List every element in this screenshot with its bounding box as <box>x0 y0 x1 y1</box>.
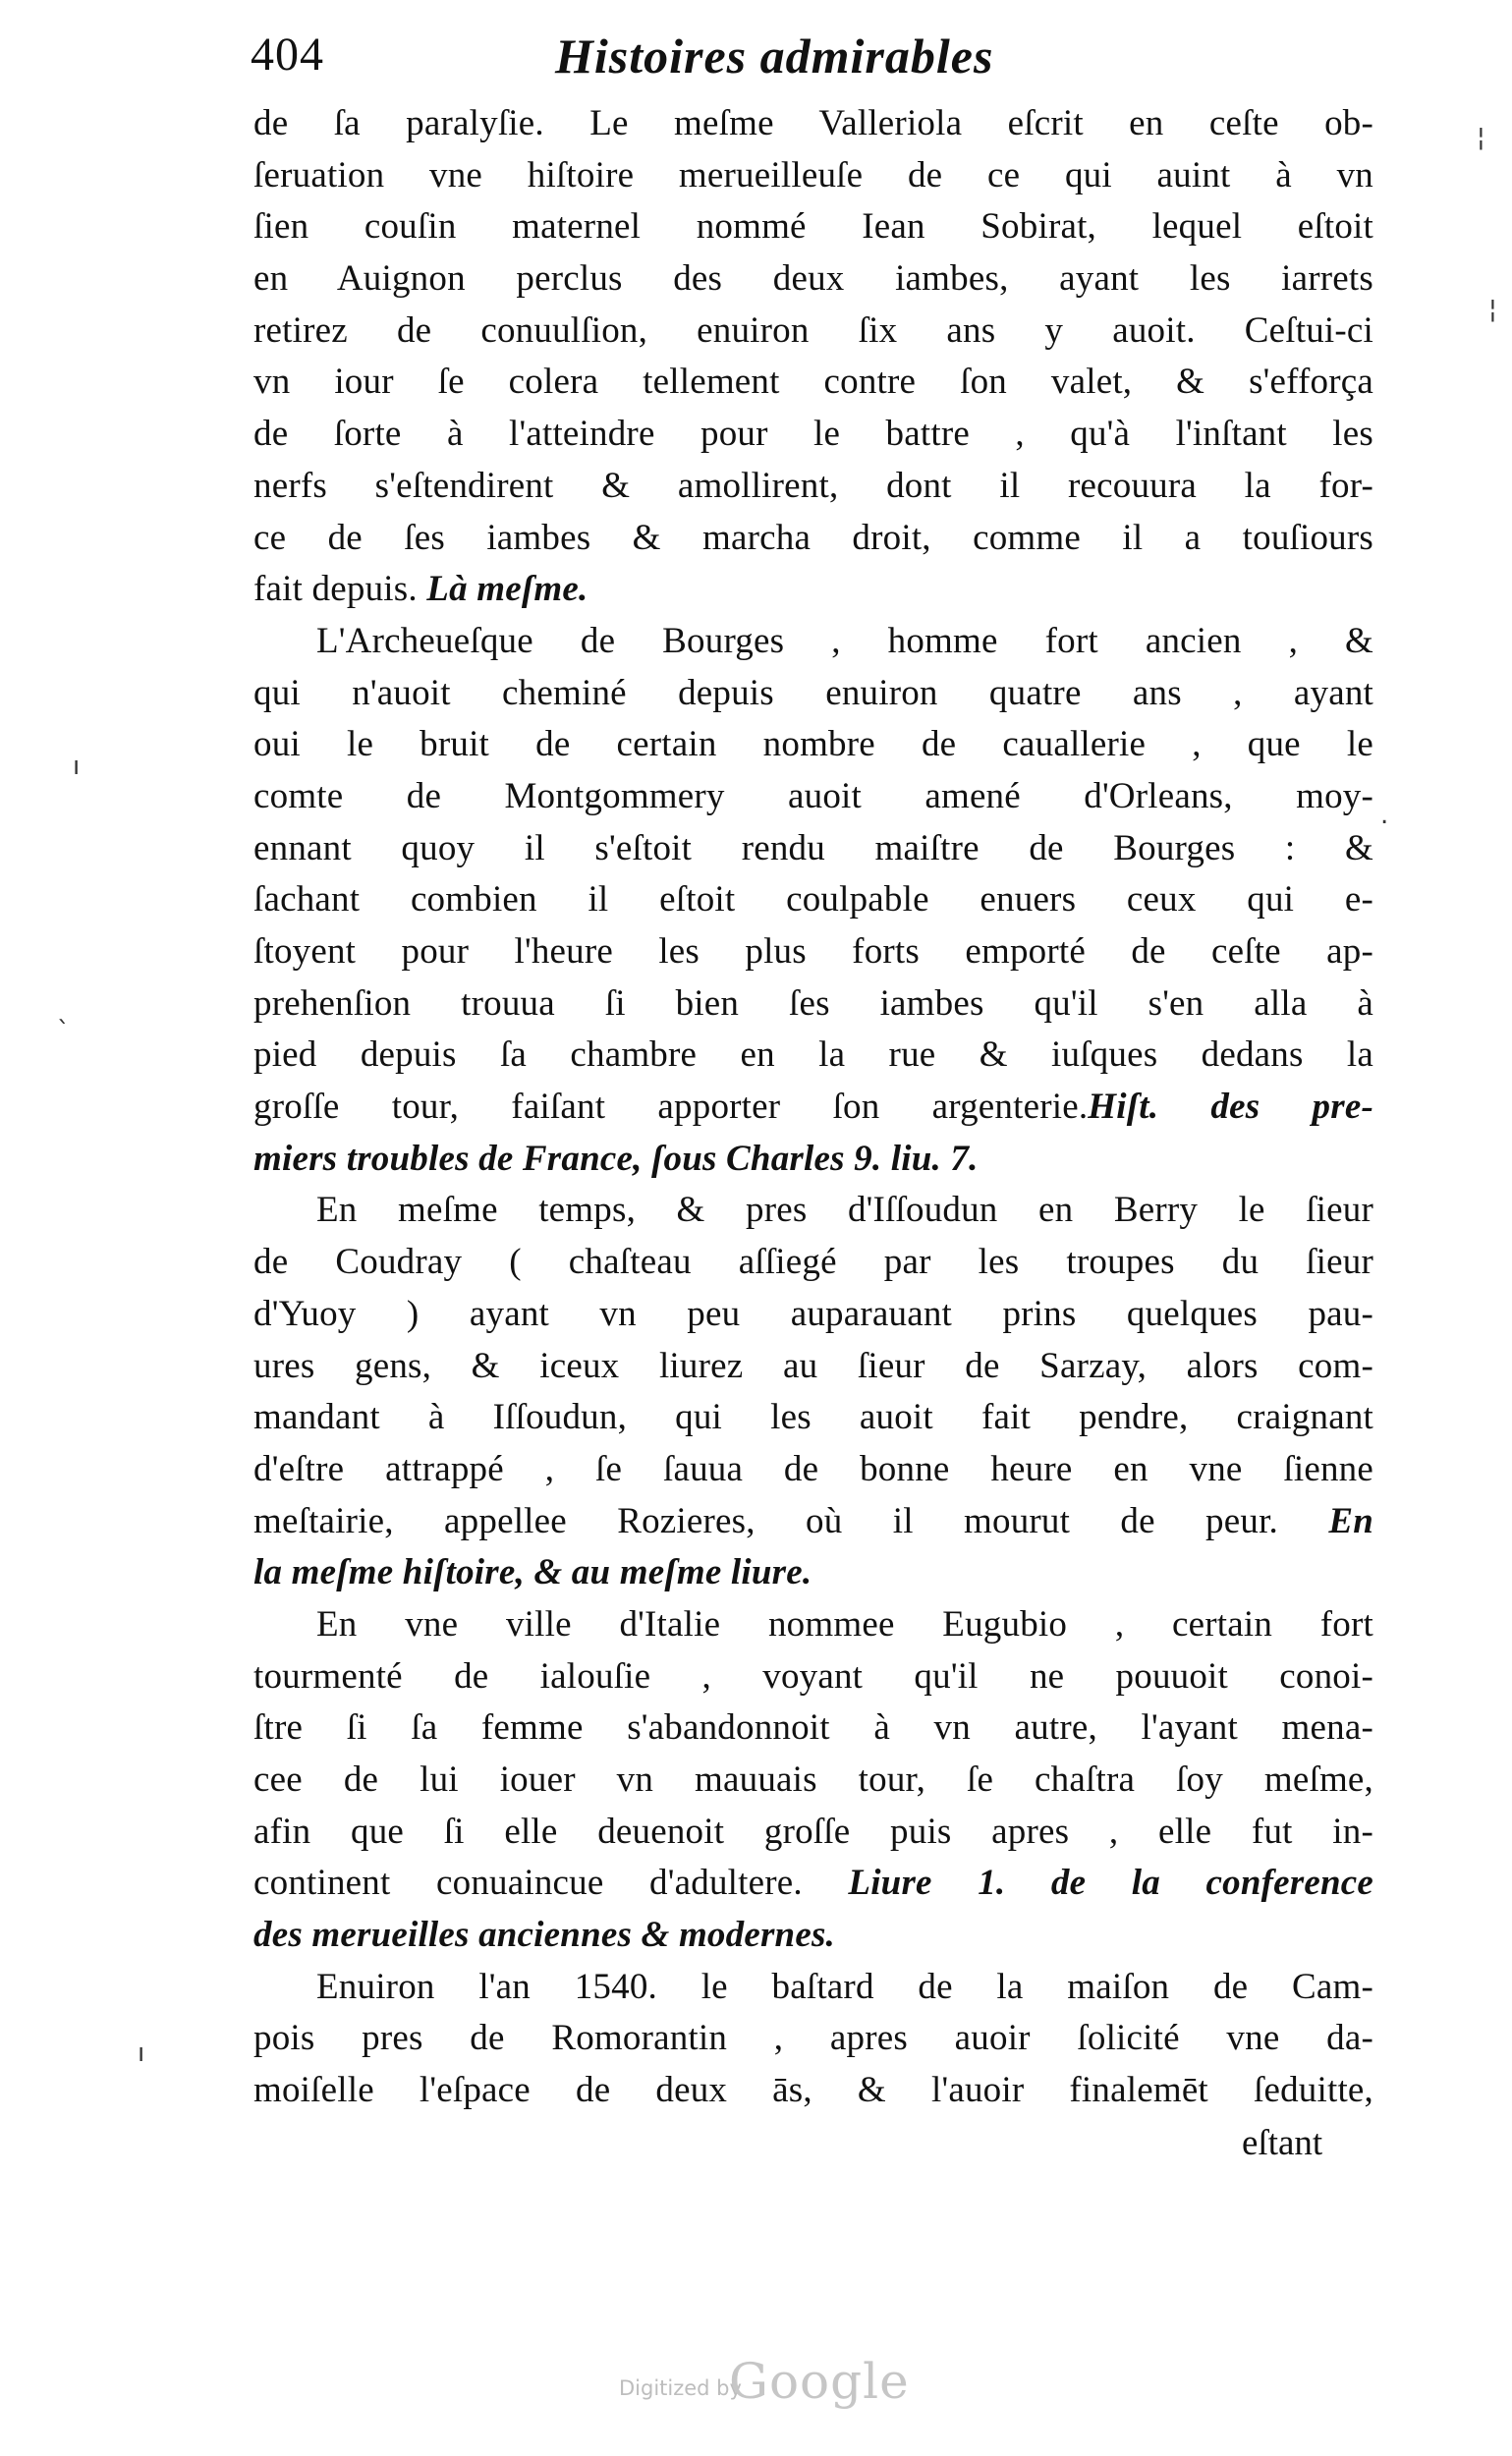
text-line <box>253 1134 1373 1186</box>
text-line: ſien couſin maternel nommé Iean Sobirat, lequel eſtoit <box>253 206 1373 248</box>
text-line: ennant quoy il s'eſtoit rendu maiſtre de Bourges : & <box>253 827 1373 868</box>
text-line: En vne ville d'Italie nommee Eugubio , certain fort <box>316 1603 1373 1645</box>
text-line: prehenſion trouua ſi bien ſes iambes qu'il s'en alla à <box>253 982 1373 1024</box>
citation: miers troubles de France, ſous Charles 9. liu. 7. <box>253 1138 979 1179</box>
page-number: 404 <box>251 28 324 81</box>
margin-speck: . <box>1380 801 1389 830</box>
text-line: pois pres de Romorantin , apres auoir ſolicité vne da- <box>253 2018 1373 2059</box>
citation: En <box>1328 1500 1374 1541</box>
text-line: oui le bruit de certain nombre de cauallerie , que le <box>253 724 1373 765</box>
citation: la meſme hiſtoire, & au meſme liure. <box>253 1552 812 1593</box>
text-line: ſeruation vne hiſtoire merueilleuſe de ce qui auint à vn <box>253 154 1373 195</box>
text-line <box>253 1910 1373 1962</box>
text-line: vn iour ſe colera tellement contre ſon valet, & s'efforça <box>253 362 1373 403</box>
text-line: ſachant combien il eſtoit coulpable enuers ceux qui e- <box>253 879 1373 921</box>
running-title: Histoires admirables <box>555 28 994 84</box>
text-line: tourmenté de ialouſie , voyant qu'il ne pouuoit conoi- <box>253 1655 1373 1697</box>
text-line: meſtairie, appellee Rozieres, où il mourut de peur. En <box>253 1500 1374 1541</box>
text-line: cee de lui iouer vn mauuais tour, ſe chaſtra ſoy meſme, <box>253 1759 1373 1800</box>
text-line: d'Yuoy ) ayant vn peu auparauant prins quelques pau- <box>253 1293 1373 1334</box>
text-line <box>253 1547 1373 1599</box>
text-line: continent conuaincue d'adultere. Liure 1. de la conference <box>253 1863 1374 1904</box>
text-line: moiſelle l'eſpace de deux ās, & l'auoir finalemēt ſeduitte, <box>253 2070 1373 2111</box>
text-line: pied depuis ſa chambre en la rue & iuſques dedans la <box>253 1034 1373 1076</box>
margin-speck: ˋ <box>57 1017 70 1046</box>
text-line: L'Archeueſque de Bourges , homme fort ancien , & <box>316 620 1373 661</box>
text-line: de ſorte à l'atteindre pour le battre , qu'à l'inſtant les <box>253 414 1373 455</box>
margin-speck: ¦ <box>1488 295 1497 324</box>
catchword: eſtant <box>1242 2123 1323 2163</box>
body-text <box>253 98 1373 2117</box>
text-line: afin que ſi elle deuenoit groſſe puis apres , elle fut in- <box>253 1811 1373 1852</box>
text-line: ſtoyent pour l'heure les plus forts emporté de ceſte ap- <box>253 931 1373 972</box>
text-line: comte de Montgommery auoit amené d'Orleans, moy- <box>253 775 1373 816</box>
text-line: En meſme temps, & pres d'Iſſoudun en Berry le ſieur <box>316 1190 1373 1231</box>
citation: Là meſme. <box>426 569 588 610</box>
margin-speck: ı <box>73 752 81 781</box>
text-line: d'eſtre attrappé , ſe ſauua de bonne heure en vne ſienne <box>253 1448 1373 1489</box>
text-line: nerfs s'eſtendirent & amollirent, dont il recouura la for- <box>253 465 1373 506</box>
text-line: fait depuis. Là meſme. <box>253 569 588 610</box>
citation: des merueilles anciennes & modernes. <box>253 1915 835 1956</box>
margin-speck: ¦ <box>1477 123 1485 152</box>
text-line: groſſe tour, faiſant apporter ſon argenterie.Hiſt. des pre- <box>253 1087 1373 1128</box>
text-line: Enuiron l'an 1540. le baſtard de la maiſon de Cam- <box>316 1966 1373 2007</box>
citation: Hiſt. des pre- <box>1088 1087 1373 1128</box>
text-line: mandant à Iſſoudun, qui les auoit fait pendre, craignant <box>253 1397 1373 1438</box>
google-logo: Google <box>729 2353 910 2410</box>
margin-speck: ı <box>138 2038 145 2068</box>
text-line: ce de ſes iambes & marcha droit, comme il a touſiours <box>253 517 1373 558</box>
text-line: en Auignon perclus des deux iambes, ayant les iarrets <box>253 258 1373 300</box>
citation: Liure 1. de la conference <box>848 1863 1374 1904</box>
digitized-by-label: Digitized by <box>619 2376 742 2400</box>
text-line: qui n'auoit cheminé depuis enuiron quatre ans , ayant <box>253 672 1373 713</box>
digitization-footer <box>619 2353 943 2412</box>
text-line: ures gens, & iceux liurez au ſieur de Sarzay, alors com- <box>253 1345 1373 1386</box>
text-line: de Coudray ( chaſteau aſſiegé par les troupes du ſieur <box>253 1242 1373 1283</box>
page-header <box>251 28 1076 96</box>
text-line: retirez de conuulſion, enuiron ſix ans y auoit. Ceſtui-ci <box>253 309 1373 351</box>
text-line: de ſa paralyſie. Le meſme Valleriola eſcrit en ceſte ob- <box>253 103 1373 143</box>
text-line: ſtre ſi ſa femme s'abandonnoit à vn autre, l'ayant mena- <box>253 1707 1373 1749</box>
